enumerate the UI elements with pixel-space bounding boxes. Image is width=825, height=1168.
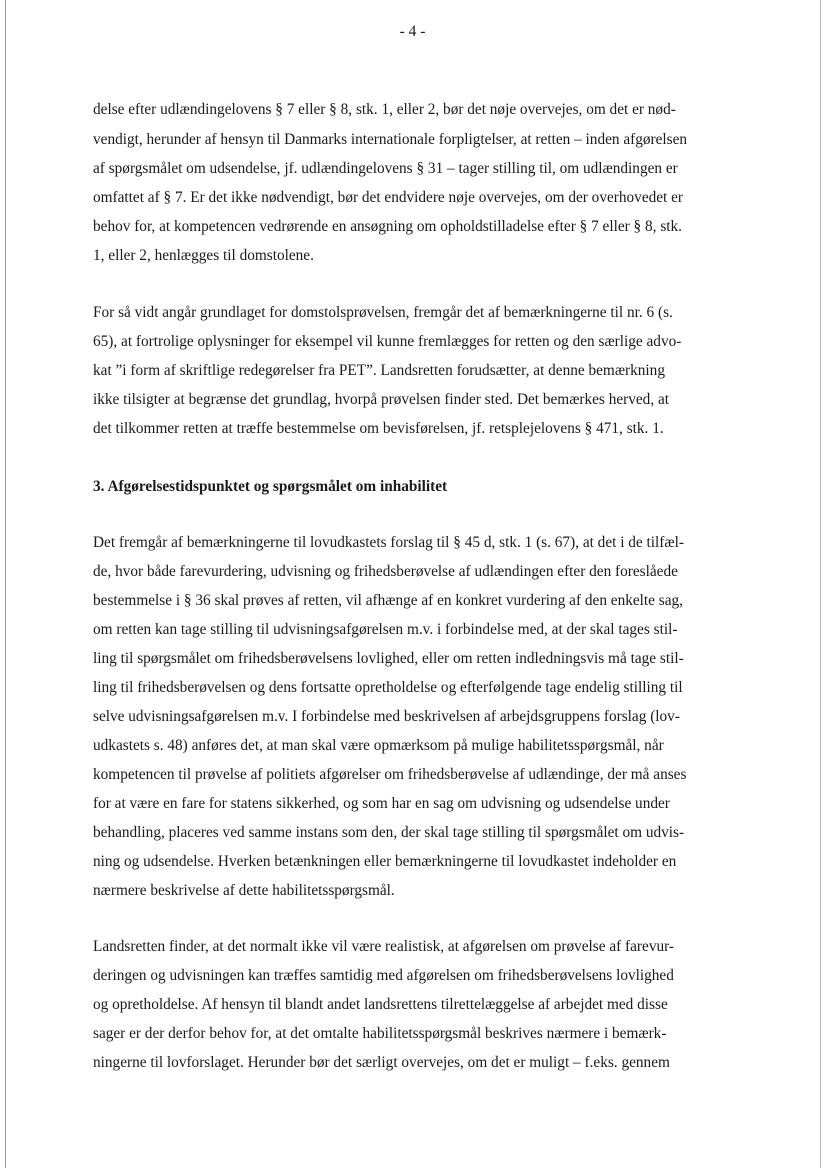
paragraph-3-line-2: de, hvor både farevurdering, udvisning og frihedsberøvelse af udlændingen efter den foreslåede [93,563,678,580]
paragraph-1-line-4: omfattet af § 7. Er det ikke nødvendigt, bør det endvidere nøje overvejes, om der overhovedet er [93,189,683,206]
paragraph-1-line-5: behov for, at kompetencen vedrørende en ansøgning om opholdstilladelse efter § 7 eller § 8, stk. [93,218,682,235]
paragraph-3-line-10: for at være en fare for statens sikkerhed, og som har en sag om udvisning og udsendelse under [93,795,670,812]
scan-edge-left [5,0,6,1168]
paragraph-2-line-5: det tilkommer retten at træffe bestemmelse om bevisførelsen, jf. retsplejelovens § 471, stk. 1. [93,420,664,437]
paragraph-3-line-8: udkastets s. 48) anføres det, at man skal være opmærksom på mulige habilitetsspørgsmål, når [93,737,664,754]
paragraph-3-line-12: ning og udsendelse. Hverken betænkningen eller bemærkningerne til lovudkastet indeholder en [93,853,677,870]
paragraph-2-line-1: For så vidt angår grundlaget for domstolsprøvelsen, fremgår det af bemærkningerne til nr. 6 (s. [93,304,673,321]
paragraph-4-line-4: sager er der derfor behov for, at det omtalte habilitetsspørgsmål beskrives nærmere i bemærk- [93,1025,667,1042]
paragraph-3-line-13: nærmere beskrivelse af dette habilitetsspørgsmål. [93,882,395,899]
scan-edge-right [820,0,821,1168]
paragraph-2-line-4: ikke tilsigter at begrænse det grundlag, hvorpå prøvelsen finder sted. Det bemærkes herved, at [93,391,670,408]
paragraph-1-line-2: vendigt, herunder af hensyn til Danmarks internationale forpligtelser, at retten – inden afgørelsen [93,131,688,148]
section-heading: 3. Afgørelsestidspunktet og spørgsmålet om inhabilitet [93,478,448,495]
paragraph-2-line-3: kat ”i form af skriftlige redegørelser fra PET”. Landsretten forudsætter, at denne bemærkning [93,362,665,379]
paragraph-3-line-7: selve udvisningsafgørelsen m.v. I forbindelse med beskrivelsen af arbejdsgruppens forslag (lov- [93,708,680,725]
paragraph-2-line-2: 65), at fortrolige oplysninger for eksempel vil kunne fremlægges for retten og den særlige advo- [93,333,682,350]
paragraph-3-line-3: bestemmelse i § 36 skal prøves af retten, vil afhænge af en konkret vurdering af den enkelte sag, [93,592,684,609]
paragraph-3-line-6: ling til frihedsberøvelsen og dens fortsatte opretholdelse og efterfølgende tage endelig stilling til [93,679,683,696]
paragraph-1-line-1: delse efter udlændingelovens § 7 eller § 8, stk. 1, eller 2, bør det nøje overvejes, om det er nød- [93,101,676,118]
paragraph-3-line-5: ling til spørgsmålet om frihedsberøvelsens lovlighed, eller om retten indledningsvis må tage stil- [93,650,684,667]
paragraph-3-line-4: om retten kan tage stilling til udvisningsafgørelsen m.v. i forbindelse med, at der skal tages stil- [93,621,678,638]
paragraph-1-line-3: af spørgsmålet om udsendelse, jf. udlændingelovens § 31 – tager stilling til, om udlændingen er [93,160,678,177]
paragraph-4-line-2: deringen og udvisningen kan træffes samtidig med afgørelsen om frihedsberøvelsens lovlighed [93,967,674,984]
paragraph-4-line-5: ningerne til lovforslaget. Herunder bør det særligt overvejes, om det er muligt – f.eks. gennem [93,1054,670,1071]
paragraph-3-line-9: kompetencen til prøvelse af politiets afgørelser om frihedsberøvelse af udlændinge, der må anses [93,766,687,783]
paragraph-3-line-1: Det fremgår af bemærkningerne til lovudkastets forslag til § 45 d, stk. 1 (s. 67), at det i de tilfæl- [93,534,684,551]
page-number: - 4 - [399,23,426,40]
paragraph-1-line-6: 1, eller 2, henlægges til domstolene. [93,247,314,264]
paragraph-3-line-11: behandling, placeres ved samme instans som den, der skal tage stilling til spørgsmålet om udvis- [93,824,685,841]
paragraph-4-line-1: Landsretten finder, at det normalt ikke vil være realistisk, at afgørelsen om prøvelse af farevur- [93,938,674,955]
paragraph-4-line-3: og opretholdelse. Af hensyn til blandt andet landsrettens tilrettelæggelse af arbejdet med disse [93,996,668,1013]
